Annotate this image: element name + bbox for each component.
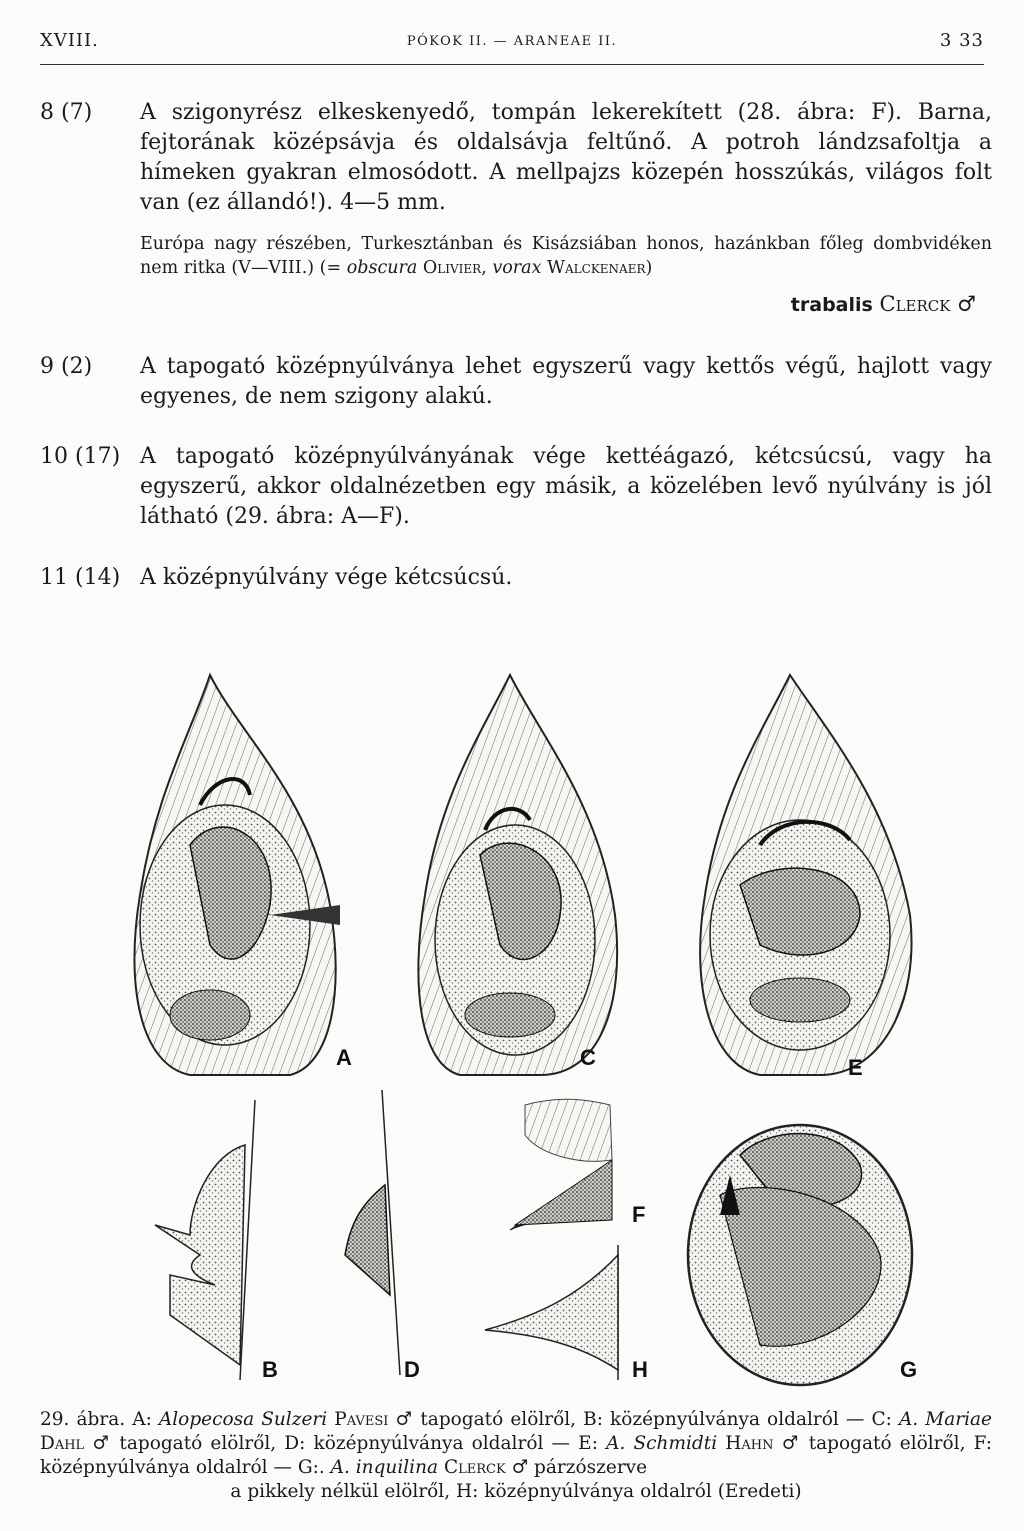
apophysis-drawing-f — [510, 1099, 612, 1230]
key-couplet-11 — [40, 563, 992, 593]
species-name: A. Mariae — [898, 1409, 992, 1430]
separator: , — [481, 258, 487, 278]
couplet-number: 8 (7) — [40, 100, 93, 125]
palp-drawing-e — [700, 675, 911, 1075]
figure-label-b: B — [262, 1357, 278, 1382]
caption-last-line: a pikkely nélkül elölről, H: középnyúlványa oldalról (Eredeti) — [230, 1481, 802, 1502]
figure-label-e: E — [848, 1055, 863, 1080]
species-author: Dahl — [40, 1433, 85, 1454]
synonym: vorax — [492, 258, 542, 278]
figure-label-d: D — [404, 1357, 420, 1382]
apophysis-drawing-b — [155, 1100, 255, 1380]
header-rule — [40, 64, 984, 65]
caption-text: ♂ tapogató elölről, F: középnyúlványa oldalról — G:. — [40, 1433, 993, 1478]
figure-label-f: F — [632, 1202, 646, 1227]
species-name: A. inquilina — [330, 1457, 439, 1478]
caption-text: ♂ tapogató elölről, B: középnyúlványa oldalról — C: — [395, 1409, 892, 1430]
palp-drawing-a — [134, 675, 340, 1075]
species-name: Alopecosa Sulzeri — [158, 1409, 328, 1430]
species-epithet: trabalis — [790, 294, 873, 316]
apophysis-drawing-h — [485, 1245, 618, 1380]
volume-number: XVIII. — [40, 30, 99, 51]
key-couplet-10 — [40, 442, 992, 532]
species-author: Clerck — [879, 292, 951, 316]
apophysis-drawing-d — [345, 1090, 400, 1375]
figure-label-a: A — [336, 1045, 352, 1070]
copulatory-organ-drawing-g — [688, 1125, 912, 1385]
palp-drawing-c — [418, 675, 617, 1075]
species-author: Pavesi — [334, 1409, 389, 1430]
caption-text: 29. ábra. A: — [40, 1409, 152, 1430]
couplet-text: A tapogató középnyúlványa lehet egyszerű vagy kettős végű, hajlott vagy egyenes, de nem szigony alakú. — [140, 354, 992, 409]
figure-drawings — [40, 655, 984, 1395]
couplet-text: A középnyúlvány vége kétcsúcsú. — [140, 565, 513, 590]
figure-caption — [40, 1408, 992, 1504]
running-title: PÓKOK II. — ARANEAE II. — [406, 34, 618, 49]
running-header — [40, 30, 984, 62]
synonym-author: Olivier — [422, 258, 482, 278]
species-author: Hahn — [725, 1433, 774, 1454]
caption-text: ♂ tapogató elölről, D: középnyúlványa oldalról — E: — [92, 1433, 598, 1454]
figure-label-c: C — [580, 1045, 596, 1070]
figure-label-h: H — [632, 1357, 648, 1382]
key-couplet-8 — [40, 98, 992, 218]
couplet-number: 9 (2) — [40, 354, 93, 379]
distribution-note — [140, 232, 992, 280]
species-name — [791, 292, 976, 316]
couplet-text: A tapogató középnyúlványának vége kettéágazó, kétcsúcsú, vagy ha egyszerű, akkor oldalnézetben egy másik, a közelében levő nyúlvány is jól látható (29. ábra: A—F). — [140, 444, 992, 529]
key-couplet-9 — [40, 352, 992, 412]
figure-label-g: G — [900, 1357, 918, 1382]
couplet-number: 10 (17) — [40, 444, 121, 469]
caption-text: ♂ párzószerve — [511, 1457, 648, 1478]
couplet-number: 11 (14) — [40, 565, 121, 590]
note-text: Európa nagy részében, Turkesztánban és Kisázsiában honos, hazánkban főleg dombvidéken nem ritka (V—VIII.) (= — [140, 234, 992, 278]
closing-paren: ) — [645, 258, 653, 278]
species-author: Clerck — [443, 1457, 506, 1478]
species-name: A. Schmidti — [606, 1433, 718, 1454]
page-number: 3 33 — [939, 30, 984, 51]
synonym-author: Walckenaer — [547, 258, 646, 278]
male-symbol: ♂ — [957, 292, 976, 316]
figure-29 — [40, 655, 984, 1395]
couplet-text: A szigonyrész elkeskenyedő, tompán lekerekített (28. ábra: F). Barna, fejtorának középsávja és oldalsávja feltűnő. A potroh lándzsafoltja a hímeken gyakran elmosódott. A mellpajzs közepén hosszúkás, világos folt van (ez állandó!). 4—5 mm. — [140, 100, 992, 215]
synonym: obscura — [346, 258, 418, 278]
